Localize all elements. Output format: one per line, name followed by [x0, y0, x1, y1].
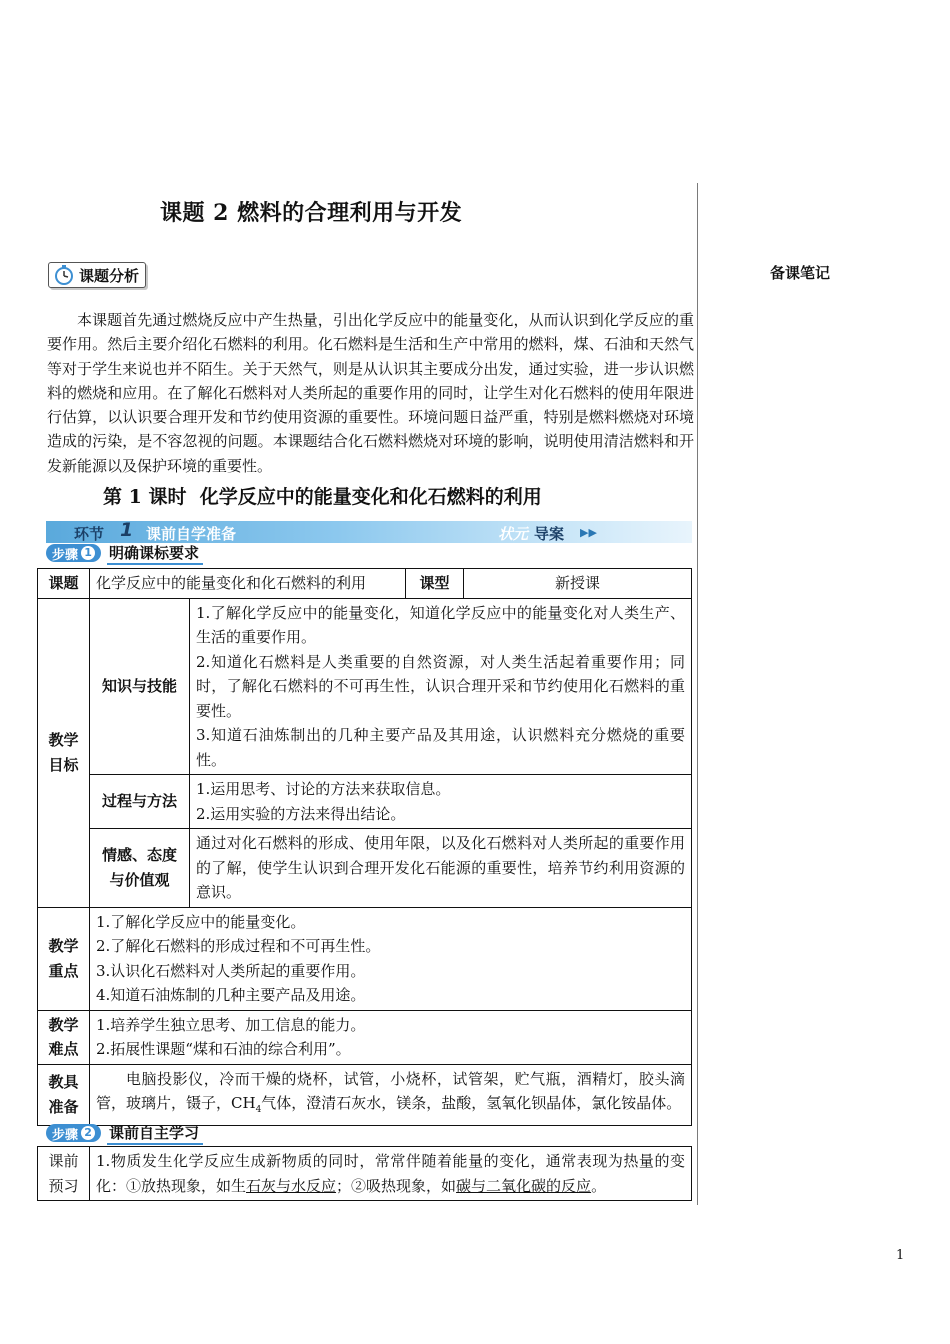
step-1-header [46, 543, 203, 563]
knowledge-label: 知识与技能 [90, 598, 190, 775]
step-number: 2 [81, 1126, 95, 1140]
banner-brand-a: 状元 [498, 525, 529, 543]
tools-text-a: 电脑投影仪，冷而干燥的烧杯，试管，小烧杯，试管架，贮气瓶，酒精灯，胶头滴管，玻璃片，镊子，CH [96, 1069, 686, 1112]
step-pill [46, 1124, 101, 1142]
banner-segment-number: 1 [120, 519, 134, 541]
preview-text-a: 1.物质发生化学反应生成新物质的同时，常常伴随着能量的变化，通常表现为热量的变化：①放热现象，如生 [96, 1152, 685, 1195]
badge-label: 课题分析 [79, 266, 140, 285]
table-row [38, 1147, 692, 1201]
table-row [38, 1064, 692, 1125]
page-number: 1 [896, 1248, 905, 1263]
list-item: 2.知道化石燃料是人类重要的自然资源，对人类生活起着重要作用；同时，了解化石燃料的不可再生性，认识合理开采和节约使用化石燃料的重要性。 [196, 652, 686, 720]
table-row [38, 598, 692, 775]
list-item: 1.了解化学反应中的能量变化。 [96, 912, 306, 931]
step-pill-label: 步骤 [52, 1127, 79, 1143]
key-points-label: 教学重点 [38, 907, 90, 1010]
topic-label: 课题 [38, 569, 90, 599]
section-banner [46, 521, 692, 543]
banner-segment-title: 课前自学准备 [146, 525, 237, 543]
goals-label: 教学目标 [38, 598, 90, 907]
table-row [38, 907, 692, 1010]
curriculum-table [37, 568, 692, 1126]
list-item: 1.了解化学反应中的能量变化，知道化学反应中的能量变化对人类生产、生活的重要作用。 [196, 603, 686, 646]
double-arrow-icon: ▶▶ [580, 526, 597, 539]
list-item: 3.知道石油炼制出的几种主要产品及其用途，认识燃料充分燃烧的重要性。 [196, 726, 686, 769]
tools-text-b: 气体，澄清石灰水，镁条，盐酸，氢氧化钡晶体，氯化铵晶体。 [261, 1094, 682, 1112]
attitude-label: 情感、态度与价值观 [90, 829, 190, 908]
difficult-points-cell [90, 1010, 692, 1064]
answer-blank-2: 碳与二氧化碳的反应 [456, 1176, 592, 1195]
step-pill-label: 步骤 [52, 547, 79, 563]
table-row [38, 569, 692, 599]
tools-subscript: 4 [255, 1105, 262, 1115]
preview-table [37, 1146, 692, 1201]
table-row [38, 829, 692, 908]
list-item: 2.拓展性课题“煤和石油的综合利用”。 [96, 1040, 351, 1058]
clock-icon [53, 264, 75, 286]
process-label: 过程与方法 [90, 775, 190, 829]
lesson-number: 第 1 课时 [103, 486, 187, 508]
table-row [38, 775, 692, 829]
lesson-title [103, 482, 542, 509]
section-badge-analysis [48, 262, 146, 288]
list-item: 4.知道石油炼制的几种主要产品及用途。 [96, 986, 366, 1004]
list-item: 2.运用实验的方法来得出结论。 [196, 804, 406, 823]
type-label: 课型 [406, 569, 464, 599]
notes-column-divider [697, 183, 698, 1205]
table-row [38, 1010, 692, 1064]
topic-value: 化学反应中的能量变化和化石燃料的利用 [90, 569, 406, 599]
preview-label: 课前预习 [38, 1147, 90, 1201]
preview-text-b: ；②吸热现象，如 [336, 1176, 457, 1195]
list-item: 1.运用思考、讨论的方法来获取信息。 [196, 780, 451, 798]
step-number: 1 [81, 546, 95, 560]
preview-text-c: 。 [591, 1176, 607, 1195]
type-value: 新授课 [464, 569, 692, 599]
attitude-cell: 通过对化石燃料的形成、使用年限，以及化石燃料对人类所起的重要作用的了解，使学生认识到合理开发化石能源的重要性，培养节约利用资源的意识。 [190, 829, 692, 908]
key-points-cell [90, 907, 692, 1010]
list-item: 1.培养学生独立思考、加工信息的能力。 [96, 1015, 366, 1034]
answer-blank-1: 石灰与水反应 [246, 1176, 337, 1195]
page-title: 课题 2 燃料的合理利用与开发 [160, 200, 463, 226]
difficult-points-label: 教学难点 [38, 1010, 90, 1064]
banner-brand-b: 导案 [534, 525, 565, 543]
list-item: 2.了解化石燃料的形成过程和不可再生性。 [96, 937, 381, 955]
preview-cell [90, 1147, 692, 1201]
step-label: 课前自主学习 [107, 1122, 203, 1145]
step-2-header [46, 1123, 203, 1143]
tools-cell [90, 1064, 692, 1125]
process-cell [190, 775, 692, 829]
tools-label: 教具准备 [38, 1064, 90, 1125]
lesson-name: 化学反应中的能量变化和化石燃料的利用 [199, 486, 542, 508]
banner-segment-label: 环节 [74, 525, 105, 543]
step-pill [46, 544, 101, 562]
step-label: 明确课标要求 [107, 542, 203, 565]
notes-column-label: 备课笔记 [770, 264, 831, 282]
knowledge-cell [190, 598, 692, 775]
analysis-paragraph: 本课题首先通过燃烧反应中产生热量，引出化学反应中的能量变化，从而认识到化学反应的重要作用。然后主要介绍化石燃料的利用。化石燃料是生活和生产中常用的燃料，煤、石油和天然气等对于学生来说也并不陌生。关于天然气，则是从认识其主要成分出发，通过实验，进一步认识燃料的燃烧和应用。在了解化石燃料对人类所起的重要作用的同时，让学生对化石燃料的使用年限进行估算，以认识要合理开发和节约使用资源的重要性。环境问题日益严重，特别是燃料燃烧对环境造成的污染，是不容忽视的问题。本课题结合化石燃料燃烧对环境的影响，说明使用清洁燃料和开发新能源以及保护环境的重要性。 [47, 311, 694, 475]
list-item: 3.认识化石燃料对人类所起的重要作用。 [96, 961, 366, 980]
